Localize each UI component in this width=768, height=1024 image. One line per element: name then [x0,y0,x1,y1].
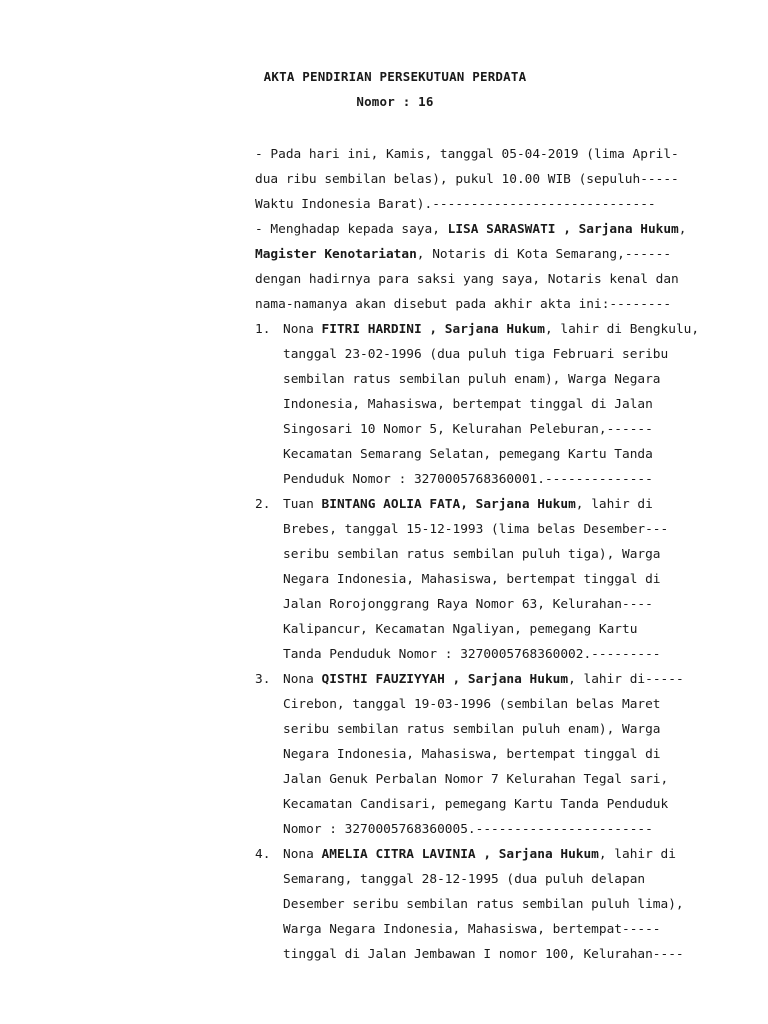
party-number: 2. [255,497,271,512]
party-number: 4. [255,847,271,862]
party-line: Jalan Rorojonggrang Raya Nomor 63, Kelurahan---- [283,597,653,612]
notary-title: Magister Kenotariatan [255,247,417,262]
document-title: AKTA PENDIRIAN PERSEKUTUAN PERDATA [263,69,527,84]
party-first-line [255,842,733,867]
opening-text: , Notaris di Kota Semarang,------ [416,247,672,262]
party-item [255,317,733,492]
party-text: , lahir di Bengkulu, [544,322,700,337]
party-first-line [255,667,733,692]
party-name: QISTHI FAUZIYYAH , Sarjana Hukum [321,672,569,687]
party-salutation: Nona [283,847,322,862]
opening-line: nama-namanya akan disebut pada akhir akta ini:-------- [255,297,672,312]
party-text: , lahir di [575,497,653,512]
party-line: tinggal di Jalan Jembawan I nomor 100, Kelurahan---- [283,947,684,962]
opening-line: dengan hadirnya para saksi yang saya, Notaris kenal dan [255,272,679,287]
party-item [255,667,733,842]
party-name: AMELIA CITRA LAVINIA , Sarjana Hukum [321,847,599,862]
party-line: Penduduk Nomor : 3270005768360001.-------------- [283,472,653,487]
opening-text: , [678,222,687,237]
party-line: Desember seribu sembilan ratus sembilan puluh lima), [283,897,684,912]
party-salutation: Nona [283,322,322,337]
party-line: Singosari 10 Nomor 5, Kelurahan Peleburan,------ [283,422,653,437]
document-body [255,142,733,967]
document-number: Nomor : 16 [356,94,434,109]
party-line: tanggal 23-02-1996 (dua puluh tiga Februari seribu [283,347,669,362]
party-salutation: Tuan [283,497,322,512]
notary-name: LISA SARASWATI , Sarjana Hukum [447,222,679,237]
party-item [255,842,733,967]
party-text: , lahir di----- [568,672,684,687]
party-text: , lahir di [598,847,676,862]
party-line: sembilan ratus sembilan puluh enam), Warga Negara [283,372,661,387]
party-line: Indonesia, Mahasiswa, bertempat tinggal di Jalan [283,397,653,412]
parties-list [255,317,733,967]
party-name: BINTANG AOLIA FATA, Sarjana Hukum [321,497,576,512]
party-line: Kecamatan Semarang Selatan, pemegang Kartu Tanda [283,447,653,462]
party-number: 3. [255,672,271,687]
party-line: Nomor : 3270005768360005.----------------------- [283,822,653,837]
party-line: Brebes, tanggal 15-12-1993 (lima belas Desember--- [283,522,669,537]
opening-line [255,242,733,267]
party-salutation: Nona [283,672,322,687]
party-line: seribu sembilan ratus sembilan puluh enam), Warga [283,722,661,737]
party-first-line [255,317,733,342]
opening-line: dua ribu sembilan belas), pukul 10.00 WIB (sepuluh----- [255,172,679,187]
party-first-line [255,492,733,517]
party-line: Kecamatan Candisari, pemegang Kartu Tanda Penduduk [283,797,669,812]
opening-line: - Pada hari ini, Kamis, tanggal 05-04-2019 (lima April- [255,147,679,162]
opening-text: - Menghadap kepada saya, [255,222,448,237]
party-line: Jalan Genuk Perbalan Nomor 7 Kelurahan Tegal sari, [283,772,669,787]
party-line: Cirebon, tanggal 19-03-1996 (sembilan belas Maret [283,697,661,712]
party-line: Kalipancur, Kecamatan Ngaliyan, pemegang Kartu [283,622,638,637]
party-line: Tanda Penduduk Nomor : 3270005768360002.--------- [283,647,661,662]
party-name: FITRI HARDINI , Sarjana Hukum [321,322,545,337]
party-line: Warga Negara Indonesia, Mahasiswa, bertempat----- [283,922,661,937]
party-line: seribu sembilan ratus sembilan puluh tiga), Warga [283,547,661,562]
party-line: Negara Indonesia, Mahasiswa, bertempat tinggal di [283,747,661,762]
party-item [255,492,733,667]
party-line: Semarang, tanggal 28-12-1995 (dua puluh delapan [283,872,646,887]
party-number: 1. [255,322,271,337]
opening-line [255,217,733,242]
opening-line: Waktu Indonesia Barat).----------------------------- [255,197,656,212]
party-line: Negara Indonesia, Mahasiswa, bertempat tinggal di [283,572,661,587]
